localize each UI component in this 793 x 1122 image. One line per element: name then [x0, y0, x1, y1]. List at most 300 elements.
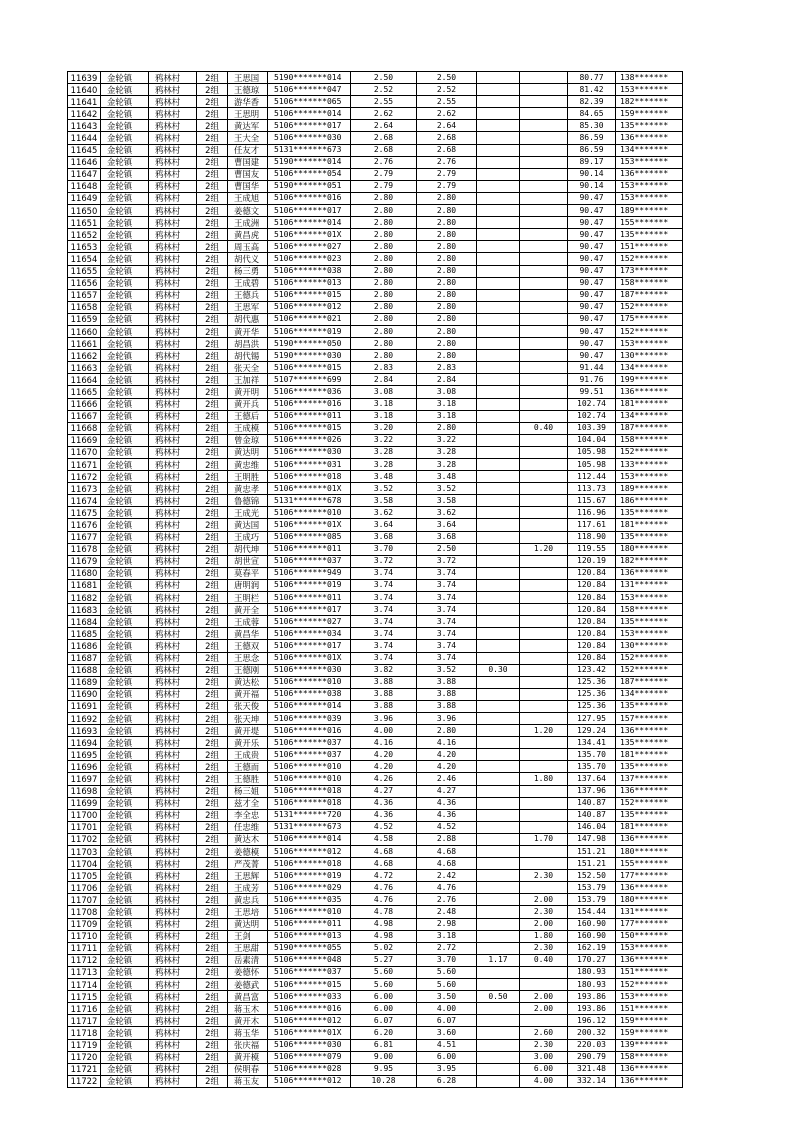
cell-area-b — [477, 350, 520, 362]
cell-name: 黄忠兵 — [228, 894, 268, 906]
table-row — [68, 422, 683, 434]
cell-group: 2组 — [197, 1015, 228, 1027]
cell-area-b — [477, 289, 520, 301]
cell-village: 鸦林村 — [149, 422, 197, 434]
cell-area-c — [520, 749, 568, 761]
cell-village: 鸦林村 — [149, 652, 197, 664]
cell-town: 金轮镇 — [101, 725, 149, 737]
cell-town: 金轮镇 — [101, 628, 149, 640]
cell-id-number: 5106*******037 — [268, 737, 351, 749]
cell-area-a: 4.68 — [417, 846, 477, 858]
cell-name: 莫春平 — [228, 567, 268, 579]
cell-id-number: 5106*******079 — [268, 1051, 351, 1063]
cell-id-number: 5106*******029 — [268, 882, 351, 894]
cell-id-number: 5106*******011 — [268, 918, 351, 930]
cell-id-number: 5106*******018 — [268, 797, 351, 809]
cell-area-c: 6.00 — [520, 1063, 568, 1075]
cell-name: 王思培 — [228, 906, 268, 918]
cell-group: 2组 — [197, 72, 228, 84]
cell-group: 2组 — [197, 906, 228, 918]
cell-group: 2组 — [197, 313, 228, 325]
cell-village: 鸦林村 — [149, 785, 197, 797]
cell-group: 2组 — [197, 156, 228, 168]
cell-town: 金轮镇 — [101, 1051, 149, 1063]
cell-village: 鸦林村 — [149, 483, 197, 495]
cell-total-area: 4.00 — [351, 725, 417, 737]
cell-village: 鸦林村 — [149, 676, 197, 688]
cell-town: 金轮镇 — [101, 325, 149, 337]
cell-village: 鸦林村 — [149, 72, 197, 84]
cell-phone: 155******* — [616, 858, 683, 870]
table-row — [68, 749, 683, 761]
cell-area-c: 1.70 — [520, 833, 568, 845]
cell-area-a: 2.46 — [417, 773, 477, 785]
cell-id-number: 5106*******034 — [268, 628, 351, 640]
cell-row-number: 11714 — [68, 979, 101, 991]
cell-town: 金轮镇 — [101, 265, 149, 277]
cell-group: 2组 — [197, 471, 228, 483]
cell-amount: 90.14 — [568, 168, 616, 180]
cell-name: 黄达木 — [228, 833, 268, 845]
cell-row-number: 11686 — [68, 640, 101, 652]
cell-total-area: 3.62 — [351, 507, 417, 519]
cell-town: 金轮镇 — [101, 398, 149, 410]
cell-group: 2组 — [197, 495, 228, 507]
cell-row-number: 11668 — [68, 422, 101, 434]
cell-area-b — [477, 325, 520, 337]
cell-row-number: 11669 — [68, 434, 101, 446]
cell-area-b — [477, 277, 520, 289]
cell-name: 王德兵 — [228, 289, 268, 301]
cell-area-c — [520, 180, 568, 192]
cell-total-area: 2.52 — [351, 84, 417, 96]
cell-name: 黄开木 — [228, 1015, 268, 1027]
cell-row-number: 11721 — [68, 1063, 101, 1075]
cell-name: 王成碧 — [228, 277, 268, 289]
table-row — [68, 543, 683, 555]
cell-name: 周玉高 — [228, 241, 268, 253]
cell-town: 金轮镇 — [101, 120, 149, 132]
cell-id-number: 5106*******016 — [268, 1003, 351, 1015]
cell-amount: 137.96 — [568, 785, 616, 797]
cell-name: 王思念 — [228, 652, 268, 664]
cell-area-b — [477, 459, 520, 471]
cell-town: 金轮镇 — [101, 966, 149, 978]
cell-village: 鸦林村 — [149, 809, 197, 821]
table-row — [68, 108, 683, 120]
cell-id-number: 5106*******011 — [268, 592, 351, 604]
cell-area-a: 2.80 — [417, 265, 477, 277]
cell-area-a: 3.28 — [417, 446, 477, 458]
cell-id-number: 5106*******014 — [268, 217, 351, 229]
cell-area-a: 4.20 — [417, 749, 477, 761]
cell-phone: 131******* — [616, 579, 683, 591]
cell-town: 金轮镇 — [101, 991, 149, 1003]
cell-name: 王成旭 — [228, 192, 268, 204]
cell-group: 2组 — [197, 652, 228, 664]
cell-group: 2组 — [197, 555, 228, 567]
cell-group: 2组 — [197, 870, 228, 882]
cell-phone: 158******* — [616, 277, 683, 289]
cell-id-number: 5106*******010 — [268, 507, 351, 519]
cell-amount: 200.32 — [568, 1027, 616, 1039]
cell-amount: 104.04 — [568, 434, 616, 446]
cell-name: 黄开乐 — [228, 737, 268, 749]
cell-amount: 119.55 — [568, 543, 616, 555]
cell-name: 黄开明 — [228, 386, 268, 398]
cell-village: 鸦林村 — [149, 495, 197, 507]
cell-area-c — [520, 205, 568, 217]
cell-row-number: 11650 — [68, 205, 101, 217]
cell-town: 金轮镇 — [101, 229, 149, 241]
cell-row-number: 11663 — [68, 362, 101, 374]
cell-total-area: 2.80 — [351, 338, 417, 350]
table-row — [68, 688, 683, 700]
cell-area-a: 3.28 — [417, 459, 477, 471]
cell-phone: 136******* — [616, 168, 683, 180]
cell-name: 王德胜 — [228, 773, 268, 785]
cell-area-a: 5.60 — [417, 966, 477, 978]
cell-total-area: 3.28 — [351, 459, 417, 471]
cell-group: 2组 — [197, 362, 228, 374]
cell-row-number: 11651 — [68, 217, 101, 229]
cell-town: 金轮镇 — [101, 241, 149, 253]
cell-area-b — [477, 168, 520, 180]
cell-amount: 105.98 — [568, 446, 616, 458]
cell-area-a: 3.74 — [417, 567, 477, 579]
cell-town: 金轮镇 — [101, 579, 149, 591]
cell-area-a: 3.88 — [417, 688, 477, 700]
cell-village: 鸦林村 — [149, 966, 197, 978]
table-row — [68, 483, 683, 495]
cell-row-number: 11710 — [68, 930, 101, 942]
cell-phone: 152******* — [616, 325, 683, 337]
table-row — [68, 301, 683, 313]
cell-row-number: 11698 — [68, 785, 101, 797]
cell-row-number: 11693 — [68, 725, 101, 737]
cell-phone: 135******* — [616, 809, 683, 821]
cell-area-b — [477, 797, 520, 809]
cell-amount: 137.64 — [568, 773, 616, 785]
cell-area-b — [477, 1051, 520, 1063]
cell-area-b — [477, 301, 520, 313]
cell-area-a: 2.80 — [417, 205, 477, 217]
cell-area-b — [477, 1039, 520, 1051]
cell-village: 鸦林村 — [149, 471, 197, 483]
cell-area-b — [477, 205, 520, 217]
cell-area-b — [477, 979, 520, 991]
cell-id-number: 5106*******015 — [268, 289, 351, 301]
cell-name: 王德而 — [228, 761, 268, 773]
cell-town: 金轮镇 — [101, 1063, 149, 1075]
cell-amount: 81.42 — [568, 84, 616, 96]
cell-total-area: 4.16 — [351, 737, 417, 749]
cell-id-number: 5106*******036 — [268, 386, 351, 398]
cell-area-b — [477, 942, 520, 954]
cell-town: 金轮镇 — [101, 773, 149, 785]
cell-area-b — [477, 422, 520, 434]
cell-row-number: 11702 — [68, 833, 101, 845]
cell-row-number: 11685 — [68, 628, 101, 640]
cell-area-b — [477, 688, 520, 700]
cell-row-number: 11665 — [68, 386, 101, 398]
table-row — [68, 434, 683, 446]
cell-group: 2组 — [197, 301, 228, 313]
cell-area-a: 2.80 — [417, 338, 477, 350]
cell-area-a: 4.27 — [417, 785, 477, 797]
cell-name: 曾金琼 — [228, 434, 268, 446]
cell-town: 金轮镇 — [101, 434, 149, 446]
cell-id-number: 5106*******010 — [268, 906, 351, 918]
cell-area-c — [520, 592, 568, 604]
cell-row-number: 11705 — [68, 870, 101, 882]
cell-name: 黄达军 — [228, 120, 268, 132]
cell-town: 金轮镇 — [101, 168, 149, 180]
cell-amount: 90.47 — [568, 229, 616, 241]
cell-area-b — [477, 628, 520, 640]
cell-area-c: 2.60 — [520, 1027, 568, 1039]
cell-area-b — [477, 180, 520, 192]
cell-town: 金轮镇 — [101, 700, 149, 712]
cell-area-c: 4.00 — [520, 1075, 568, 1087]
cell-village: 鸦林村 — [149, 882, 197, 894]
cell-amount: 90.14 — [568, 180, 616, 192]
cell-area-c — [520, 338, 568, 350]
cell-row-number: 11674 — [68, 495, 101, 507]
cell-name: 黄达松 — [228, 676, 268, 688]
cell-phone: 182******* — [616, 96, 683, 108]
cell-area-b — [477, 773, 520, 785]
cell-group: 2组 — [197, 120, 228, 132]
cell-group: 2组 — [197, 241, 228, 253]
cell-town: 金轮镇 — [101, 205, 149, 217]
cell-total-area: 3.64 — [351, 519, 417, 531]
cell-area-b — [477, 471, 520, 483]
cell-id-number: 5106*******012 — [268, 1015, 351, 1027]
cell-area-b — [477, 894, 520, 906]
cell-town: 金轮镇 — [101, 338, 149, 350]
cell-area-c: 2.00 — [520, 1003, 568, 1015]
cell-total-area: 3.22 — [351, 434, 417, 446]
cell-row-number: 11658 — [68, 301, 101, 313]
cell-phone: 153******* — [616, 180, 683, 192]
cell-total-area: 2.80 — [351, 350, 417, 362]
cell-village: 鸦林村 — [149, 398, 197, 410]
cell-id-number: 5106*******018 — [268, 471, 351, 483]
cell-phone: 136******* — [616, 567, 683, 579]
cell-total-area: 2.80 — [351, 325, 417, 337]
cell-id-number: 5106*******010 — [268, 676, 351, 688]
cell-phone: 152******* — [616, 979, 683, 991]
cell-town: 金轮镇 — [101, 930, 149, 942]
cell-area-a: 2.98 — [417, 918, 477, 930]
cell-area-b — [477, 676, 520, 688]
cell-area-c — [520, 253, 568, 265]
cell-row-number: 11679 — [68, 555, 101, 567]
cell-phone: 138******* — [616, 72, 683, 84]
cell-total-area: 2.80 — [351, 313, 417, 325]
table-row — [68, 979, 683, 991]
cell-phone: 173******* — [616, 265, 683, 277]
cell-area-a: 2.50 — [417, 543, 477, 555]
cell-row-number: 11666 — [68, 398, 101, 410]
cell-town: 金轮镇 — [101, 144, 149, 156]
cell-phone: 152******* — [616, 797, 683, 809]
cell-group: 2组 — [197, 459, 228, 471]
table-row — [68, 821, 683, 833]
cell-village: 鸦林村 — [149, 144, 197, 156]
cell-id-number: 5190*******055 — [268, 942, 351, 954]
cell-area-b — [477, 241, 520, 253]
cell-amount: 86.59 — [568, 144, 616, 156]
cell-id-number: 5106*******949 — [268, 567, 351, 579]
cell-id-number: 5106*******028 — [268, 1063, 351, 1075]
cell-amount: 160.90 — [568, 918, 616, 930]
table-row — [68, 773, 683, 785]
cell-row-number: 11648 — [68, 180, 101, 192]
cell-group: 2组 — [197, 785, 228, 797]
cell-area-b — [477, 96, 520, 108]
cell-town: 金轮镇 — [101, 592, 149, 604]
cell-village: 鸦林村 — [149, 338, 197, 350]
cell-area-b — [477, 918, 520, 930]
cell-group: 2组 — [197, 277, 228, 289]
cell-id-number: 5106*******047 — [268, 84, 351, 96]
cell-row-number: 11717 — [68, 1015, 101, 1027]
cell-total-area: 4.68 — [351, 846, 417, 858]
cell-row-number: 11691 — [68, 700, 101, 712]
cell-area-a: 2.76 — [417, 894, 477, 906]
cell-area-a: 2.80 — [417, 350, 477, 362]
cell-town: 金轮镇 — [101, 374, 149, 386]
table-row — [68, 725, 683, 737]
table-row — [68, 604, 683, 616]
cell-area-a: 2.52 — [417, 84, 477, 96]
cell-village: 鸦林村 — [149, 773, 197, 785]
cell-phone: 135******* — [616, 737, 683, 749]
cell-area-b — [477, 144, 520, 156]
table-row — [68, 229, 683, 241]
cell-total-area: 2.68 — [351, 144, 417, 156]
cell-area-b — [477, 785, 520, 797]
cell-village: 鸦林村 — [149, 410, 197, 422]
table-row — [68, 991, 683, 1003]
cell-group: 2组 — [197, 954, 228, 966]
cell-name: 姜德文 — [228, 205, 268, 217]
cell-amount: 117.61 — [568, 519, 616, 531]
cell-town: 金轮镇 — [101, 676, 149, 688]
cell-village: 鸦林村 — [149, 555, 197, 567]
cell-group: 2组 — [197, 434, 228, 446]
cell-total-area: 10.28 — [351, 1075, 417, 1087]
table-row — [68, 1039, 683, 1051]
cell-total-area: 3.88 — [351, 700, 417, 712]
cell-area-c: 1.20 — [520, 543, 568, 555]
data-sheet — [67, 71, 683, 1088]
cell-total-area: 2.64 — [351, 120, 417, 132]
cell-id-number: 5106*******016 — [268, 725, 351, 737]
cell-area-b — [477, 821, 520, 833]
cell-total-area: 4.68 — [351, 858, 417, 870]
cell-area-c — [520, 386, 568, 398]
cell-total-area: 2.80 — [351, 253, 417, 265]
cell-village: 鸦林村 — [149, 168, 197, 180]
cell-group: 2组 — [197, 531, 228, 543]
cell-area-a: 3.74 — [417, 616, 477, 628]
cell-area-c — [520, 72, 568, 84]
cell-row-number: 11715 — [68, 991, 101, 1003]
table-row — [68, 797, 683, 809]
cell-village: 鸦林村 — [149, 700, 197, 712]
cell-name: 王成贵 — [228, 749, 268, 761]
cell-total-area: 4.36 — [351, 809, 417, 821]
cell-area-a: 3.48 — [417, 471, 477, 483]
cell-amount: 82.39 — [568, 96, 616, 108]
cell-group: 2组 — [197, 604, 228, 616]
cell-total-area: 5.60 — [351, 966, 417, 978]
cell-amount: 80.77 — [568, 72, 616, 84]
cell-group: 2组 — [197, 712, 228, 724]
cell-name: 黄昌虎 — [228, 229, 268, 241]
cell-id-number: 5106*******030 — [268, 664, 351, 676]
cell-id-number: 5106*******017 — [268, 640, 351, 652]
cell-amount: 115.67 — [568, 495, 616, 507]
cell-amount: 89.17 — [568, 156, 616, 168]
cell-village: 鸦林村 — [149, 350, 197, 362]
table-row — [68, 338, 683, 350]
cell-name: 王成模 — [228, 422, 268, 434]
cell-total-area: 2.55 — [351, 96, 417, 108]
cell-id-number: 5106*******033 — [268, 991, 351, 1003]
cell-area-a: 2.80 — [417, 301, 477, 313]
cell-village: 鸦林村 — [149, 664, 197, 676]
cell-area-a: 3.95 — [417, 1063, 477, 1075]
cell-area-b — [477, 398, 520, 410]
cell-id-number: 5106*******01X — [268, 229, 351, 241]
cell-group: 2组 — [197, 1027, 228, 1039]
cell-name: 胡代义 — [228, 253, 268, 265]
cell-phone: 181******* — [616, 749, 683, 761]
cell-village: 鸦林村 — [149, 737, 197, 749]
cell-amount: 120.84 — [568, 616, 616, 628]
cell-area-b — [477, 374, 520, 386]
table-row — [68, 809, 683, 821]
cell-phone: 152******* — [616, 664, 683, 676]
cell-row-number: 11655 — [68, 265, 101, 277]
cell-group: 2组 — [197, 1063, 228, 1075]
cell-village: 鸦林村 — [149, 616, 197, 628]
cell-row-number: 11684 — [68, 616, 101, 628]
cell-amount: 153.79 — [568, 894, 616, 906]
cell-town: 金轮镇 — [101, 688, 149, 700]
table-row — [68, 579, 683, 591]
cell-id-number: 5106*******012 — [268, 846, 351, 858]
table-row — [68, 1075, 683, 1087]
table-row — [68, 858, 683, 870]
cell-id-number: 5106*******048 — [268, 954, 351, 966]
cell-area-b — [477, 1027, 520, 1039]
cell-group: 2组 — [197, 132, 228, 144]
cell-area-a: 2.42 — [417, 870, 477, 882]
cell-id-number: 5106*******027 — [268, 241, 351, 253]
cell-group: 2组 — [197, 168, 228, 180]
cell-group: 2组 — [197, 96, 228, 108]
cell-area-a: 3.22 — [417, 434, 477, 446]
cell-group: 2组 — [197, 483, 228, 495]
table-row — [68, 362, 683, 374]
table-row — [68, 120, 683, 132]
cell-id-number: 5106*******012 — [268, 301, 351, 313]
